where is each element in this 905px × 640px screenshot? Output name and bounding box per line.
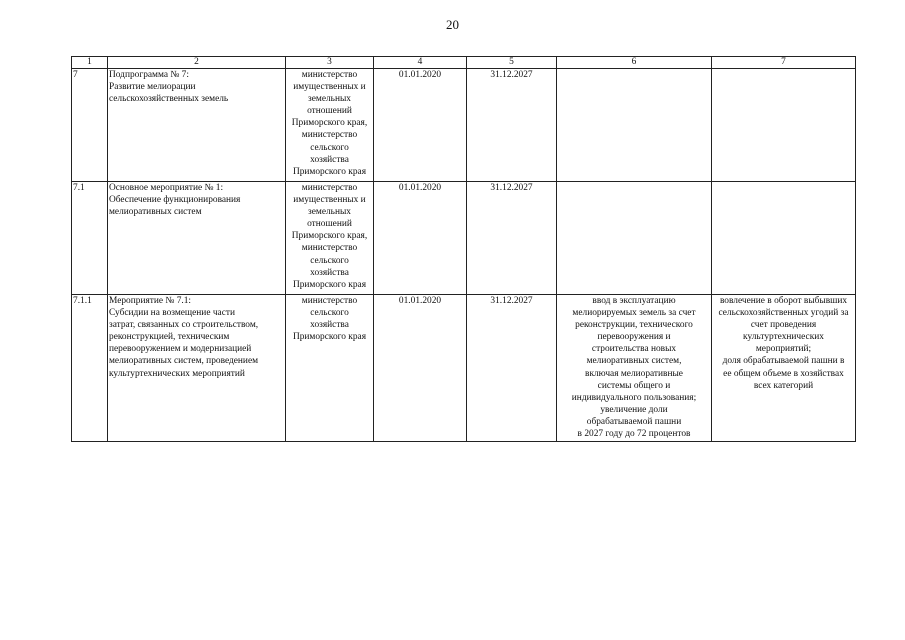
program-name-cell (108, 182, 286, 295)
cell-line: увеличение доли (600, 404, 668, 415)
cell-line: Основное мероприятие № 1: (109, 183, 224, 193)
end-date-cell: 31.12.2027 (467, 295, 557, 442)
executor-cell (286, 295, 374, 442)
cell-line: сельскохозяйственных земель (109, 94, 229, 105)
cell-line: отношений (307, 219, 352, 230)
table-row (72, 182, 856, 295)
table-row (72, 295, 856, 442)
cell-line: хозяйства (310, 267, 349, 278)
start-date-cell: 01.01.2020 (374, 295, 467, 442)
executor-cell (286, 69, 374, 182)
table-row (72, 69, 856, 182)
cell-line: Приморского края (292, 332, 367, 343)
header-row (72, 57, 856, 69)
cell-line: мелиоративных систем (109, 207, 202, 218)
cell-line: министерство (301, 183, 358, 193)
cell-line: сельскохозяйственных угодий за (718, 308, 849, 319)
cell-line: Приморского края (292, 166, 367, 177)
end-date-cell: 31.12.2027 (467, 69, 557, 182)
indicator-cell (712, 182, 856, 295)
start-date-cell: 01.01.2020 (374, 69, 467, 182)
cell-line: Обеспечение функционирования (109, 195, 241, 206)
cell-line: Мероприятие № 7.1: (109, 296, 192, 306)
program-name-cell (108, 69, 286, 182)
cell-line: Приморского края, (291, 118, 368, 129)
result-cell (557, 295, 712, 442)
cell-line: министерство (301, 70, 358, 80)
cell-line: строительства новых (591, 344, 677, 355)
executor-cell (286, 182, 374, 295)
end-date-cell: 31.12.2027 (467, 182, 557, 295)
column-header: 7 (712, 57, 856, 69)
cell-line: сельского (310, 255, 349, 266)
cell-line: земельных (308, 94, 351, 105)
cell-line: Субсидии на возмещение части (109, 308, 235, 319)
cell-line: ввод в эксплуатацию (592, 296, 676, 306)
cell-line: имущественных и (293, 82, 366, 93)
page-number: 20 (446, 17, 459, 32)
row-number: 7.1.1 (72, 295, 108, 442)
cell-line: доля обрабатываемой пашни в (722, 356, 845, 367)
start-date-cell: 01.01.2020 (374, 182, 467, 295)
cell-line: ее общем объеме в хозяйствах (723, 368, 844, 379)
column-header: 1 (72, 57, 108, 69)
cell-line: министерство (301, 130, 358, 141)
cell-line: затрат, связанных со строительством, (109, 320, 259, 331)
cell-line: хозяйства (310, 320, 349, 331)
cell-line: сельского (310, 308, 349, 319)
cell-line: Приморского края, (291, 231, 368, 242)
column-header: 5 (467, 57, 557, 69)
cell-line: мелиоративных систем, (586, 356, 682, 367)
indicator-cell (712, 295, 856, 442)
cell-line: мероприятий; (755, 344, 812, 355)
result-cell (557, 182, 712, 295)
cell-line: культуртехнических мероприятий (109, 368, 245, 379)
column-header: 4 (374, 57, 467, 69)
column-header: 2 (108, 57, 286, 69)
cell-line: мелиоративных систем, проведением (109, 356, 259, 367)
cell-line: реконструкцией, техническим (109, 332, 230, 343)
cell-line: отношений (307, 106, 352, 117)
cell-line: перевооружением и модернизацией (109, 344, 252, 355)
cell-line: системы общего и (597, 380, 671, 391)
row-number: 7 (72, 69, 108, 182)
cell-line: вовлечение в оборот выбывших (719, 296, 848, 306)
cell-line: мелиорируемых земель за счет (572, 308, 696, 319)
cell-line: счет проведения (750, 320, 817, 331)
cell-line: министерство (301, 296, 358, 306)
cell-line: включая мелиоративные (585, 368, 683, 379)
cell-line: перевооружения и (597, 332, 671, 343)
cell-line: всех категорий (753, 380, 814, 391)
cell-line: земельных (308, 207, 351, 218)
cell-line: Развитие мелиорации (109, 82, 196, 93)
cell-line: министерство (301, 243, 358, 254)
cell-line: хозяйства (310, 154, 349, 165)
program-table (71, 56, 856, 442)
column-header: 6 (557, 57, 712, 69)
row-number: 7.1 (72, 182, 108, 295)
cell-line: культуртехнических (743, 332, 824, 343)
cell-line: Приморского края (292, 279, 367, 290)
cell-line: реконструкции, технического (575, 320, 693, 331)
result-cell (557, 69, 712, 182)
cell-line: имущественных и (293, 195, 366, 206)
cell-line: обрабатываемой пашни (586, 416, 682, 427)
program-name-cell (108, 295, 286, 442)
column-header: 3 (286, 57, 374, 69)
indicator-cell (712, 69, 856, 182)
cell-line: в 2027 году до 72 процентов (577, 429, 691, 440)
cell-line: сельского (310, 142, 349, 153)
cell-line: индивидуального пользования; (571, 392, 697, 403)
cell-line: Подпрограмма № 7: (109, 70, 189, 80)
